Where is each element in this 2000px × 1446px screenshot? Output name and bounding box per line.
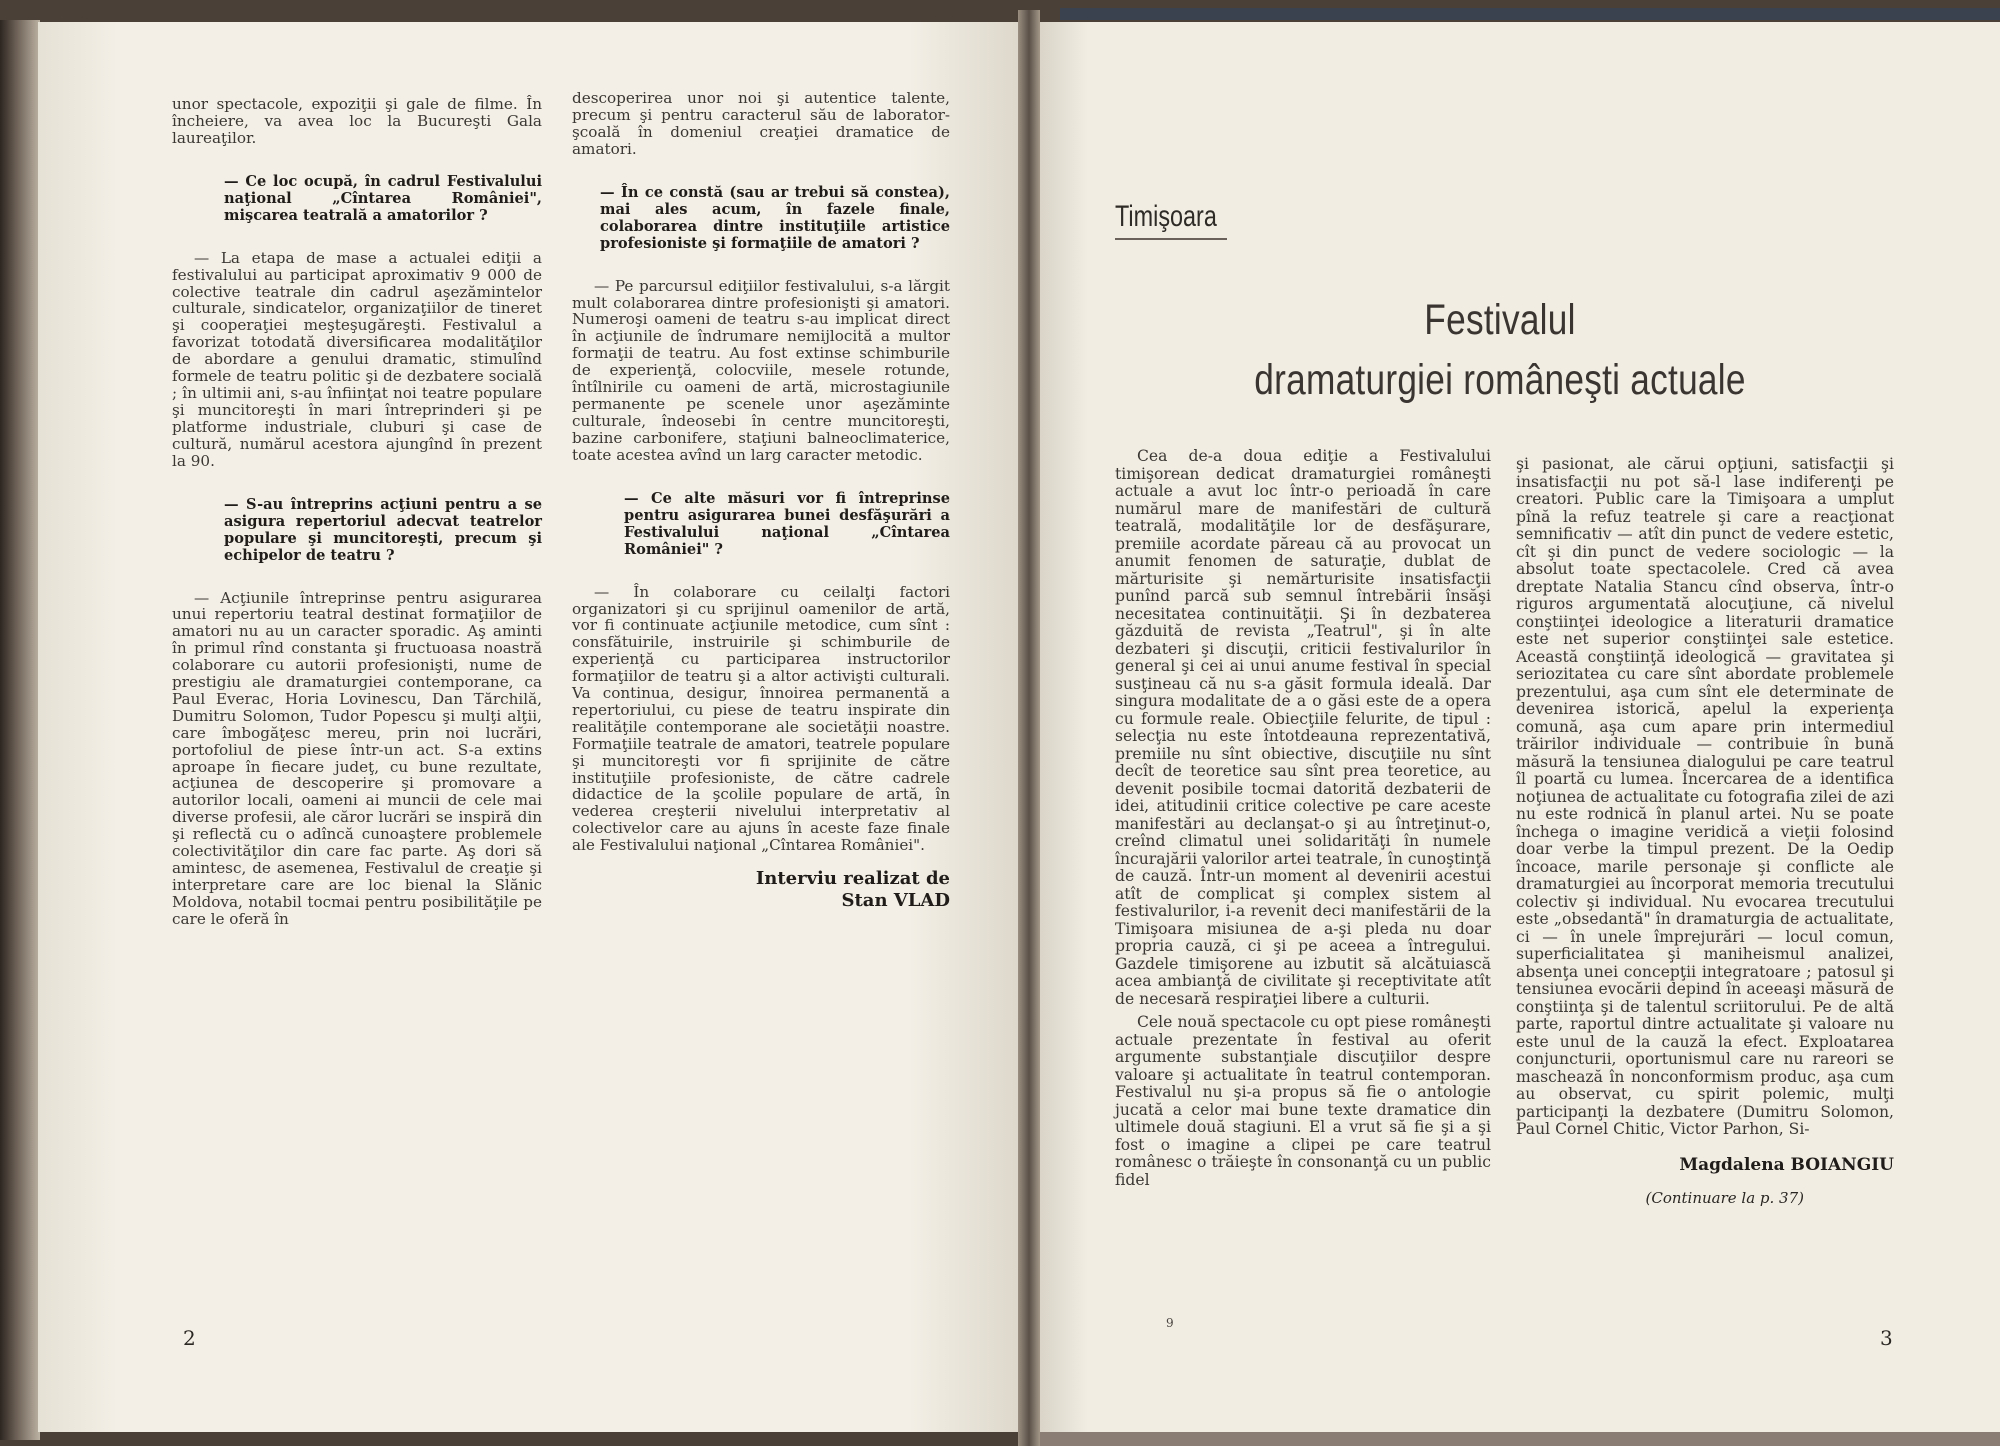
right-page-column-2 bbox=[1516, 456, 1894, 1208]
section-label: Timişoara bbox=[1115, 200, 1217, 233]
page-number-right: 3 bbox=[1880, 1326, 1893, 1350]
interview-question: — Ce loc ocupă, în cadrul Festivalului naţional „Cîntarea României", mişcarea teatrală a amatorilor ? bbox=[224, 172, 542, 224]
section-rule bbox=[1115, 238, 1227, 240]
title-line-1: Festivalul bbox=[1424, 296, 1576, 344]
interview-answer: — Acţiunile întreprinse pentru asigurarea unui repertoriu teatral destinat formaţiilor de amatori nu au un caracter sporadic. Aş aminti în primul rînd constanta şi fructuoasa noastră colaborare cu autorii profesionişti, nume de prestigiu ale dramaturgiei contemporane, ca Paul Everac, Horia Lovinescu, Dan Tărchilă, Dumitru Solomon, Tudor Popescu şi mulţi alţii, care îmbogăţesc mereu, prin noi lucrări, portofoliul de piese într-un act. S-a extins aproape în fiecare judeţ, cu bune rezultate, acţiunea de descoperire şi promovare a autorilor locali, oameni ai muncii de cele mai diverse profesii, ale căror lucrări se inspiră din şi reflectă cu o adîncă cunoaştere problemele colectivităţilor din care fac parte. Aş dori să amintesc, de asemenea, Festivalul de creaţie şi interpretare care are loc bienal la Slănic Moldova, notabil tocmai pentru posibilităţile pe care le oferă în bbox=[172, 588, 542, 928]
paragraph: Cea de-a doua ediţie a Festivalului timişorean dedicat dramaturgiei româneşti actuale a avut loc într-o perioadă în care numărul mare de manifestări de cultură teatrală, modalităţile lor de desfăşurare, premiile acordate păreau că au provocat un anumit fenomen de saturaţie, dublat de mărturisite şi nemărturisite insatisfacţii punînd parcă sub semnul întrebării însăşi necesitatea continuităţii. Şi în dezbaterea găzduită de revista „Teatrul", şi în alte dezbateri şi discuţii, criticii festivalurilor în general şi cei ai unui anume festival în special susţineau că nu s-a găsit formula ideală. Dar singura modalitate de a o găsi este de a opera cu formule reale. Obiecţiile felurite, de tipul : selecţia nu este întotdeauna reprezentativă, premiile nu sînt obiective, discuţiile nu sînt decît de teoretice sau sînt prea teoretice, au devenit posibile tocmai datorită dezbaterii de idei, atitudinii critice colective pe care aceste manifestări au declanşat-o şi au întreţinut-o, creînd climatul unei solidarităţi în numele încurajării valorilor artei teatrale, în cunoştinţă de cauză. Într-un moment al devenirii acestui atît de complicat şi complex sistem al festivalurilor, i-a revenit deci manifestării de la Timişoara misiunea de a-şi pleda nu doar propria cauză, ci şi pe aceea a întregului. Gazdele timişorene au izbutit să alcătuiască acea ambianţă de civilitate şi receptivitate atît de necesară respiraţiei libere a culturii. bbox=[1115, 447, 1491, 1008]
left-page-column-1 bbox=[172, 96, 542, 928]
interview-answer: — Pe parcursul ediţiilor festivalului, s-a lărgit mult colaborarea dintre profesionişti şi amatori. Numeroşi oameni de teatru s-au implicat direct în acţiunile de îndrumare nemijlocită a multor formaţii de teatru. Au fost extinse schimburile de experienţă, colocviile, mesele rotunde, întîlnirile cu oameni de artă, microstagiunile permanente pe scenele unor aşezăminte culturale, îndeosebi în centre muncitoreşti, bazine carbonifere, staţiuni balneoclimaterice, toate acestea avînd un larg caracter metodic. bbox=[572, 276, 950, 464]
continued-note: (Continuare la p. 37) bbox=[1645, 1189, 1804, 1207]
page-number-left: 2 bbox=[183, 1326, 196, 1350]
interview-question: — S-au întreprins acţiuni pentru a se asigura repertoriul adecvat teatrelor populare şi muncitoreşti, precum şi echipelor de teatru ? bbox=[224, 495, 542, 564]
interview-answer: — La etapa de mase a actualei ediţii a festivalului au participat aproximativ 9 000 de colective teatrale din cadrul aşezămintelor culturale, sindicatelor, organizaţiilor de tineret şi cooperaţiei meşteşugăreşti. Festivalul a favorizat totodată diversificarea modalităţilor de abordare a genului dramatic, stimulînd formele de teatru politic şi de dezbatere socială ; în ultimii ani, s-au înfiinţat noi teatre populare şi muncitoreşti în mari întreprinderi şi pe platforme industriale, cluburi şi case de cultură, numărul acestora ajungînd în prezent la 90. bbox=[172, 248, 542, 470]
paragraph: şi pasionat, ale cărui opţiuni, satisfacţii şi insatisfacţii nu pot să-l lase indiferenţi pe creatori. Public care la Timişoara a umplut pînă la refuz teatrele şi care a reacţionat semnificativ — atît din punct de vedere estetic, cît şi din punct de vedere sociologic — la absolut toate spectacolele. Cred că avea dreptate Natalia Stancu cînd observa, într-o riguros argumentată alocuţiune, că nivelul conştiinţei ideologice a literaturii dramatice este net superior conştiinţei sale estetice. Această conştiinţă ideologică — gravitatea şi seriozitatea cu care sînt abordate problemele prezentului, aşa cum sînt ele determinate de devenirea istorică, apelul la experienţa comună, aşa cum apare prin intermediul trăirilor individuale — contribuie în bună măsură la tensiunea dialogului pe care teatrul îl poartă cu lumea. Încercarea de a identifica noţiunea de actualitate cu fotografia zilei de azi nu este rodnică în planul artei. Nu se poate închega o imagine veridică a vieţii folosind doar verbe la timpul prezent. De la Oedip încoace, marile personaje şi conflicte ale dramaturgiei au încorporat memoria trecutului colectiv şi individual. Nu evocarea trecutului este „obsedantă" în dramaturgia de actualitate, ci — în unele împrejurări — locul comun, superficialitatea şi maniheismul analizei, absenţa unei concepţii integratoare ; patosul şi tensiunea evocării depind în aceeaşi măsură de conştiinţa şi de talentul scriitorului. Pe de altă parte, raportul dintre actualitate şi valoare nu este unul de la cauză la efect. Exploatarea conjuncturii, oportunismul care nu rareori se maschează în nonconformism produc, aşa cum au observat, cu spirit polemic, mulţi participanţi la dezbatere (Dumitru Solomon, Paul Cornel Chitic, Victor Parhon, Si- bbox=[1516, 455, 1895, 1138]
interview-question: — Ce alte măsuri vor fi întreprinse pentru asigurarea bunei desfăşurări a Festivalului naţional „Cîntarea României" ? bbox=[624, 489, 950, 558]
interview-signature bbox=[572, 868, 950, 912]
book-gutter bbox=[1018, 10, 1040, 1446]
cover-edge-top bbox=[1060, 8, 2000, 20]
title-line-2: dramaturgiei româneşti actuale bbox=[1254, 356, 1746, 404]
interview-question: — În ce constă (sau ar trebui să constea), mai ales acum, în fazele finale, colaborarea dintre instituţiile artistice profesioniste şi formaţiile de amatori ? bbox=[600, 183, 950, 252]
footer-mark: 9 bbox=[1166, 1316, 1174, 1330]
interview-answer: — În colaborare cu ceilalţi factori organizatori şi cu sprijinul oamenilor de artă, vor fi continuate acţiunile metodice, cum sînt : consfătuirile, instruirile şi schimburile de experienţă cu participarea instructorilor formaţiilor de teatru şi a altor activişti culturali. Va continua, desigur, înnoirea permanentă a repertoriului, cu piese de teatru inspirate din realităţile contemporane ale societăţii noastre. Formaţiile teatrale de amatori, teatrele populare şi muncitoreşti vor fi sprijinite de către instituţiile profesioniste, de către cadrele didactice de la şcolile populare de artă, în vederea creşterii nivelului interpretativ al colectivelor care au ajuns în aceste faze finale ale Festivalului naţional „Cîntarea României". bbox=[572, 582, 950, 855]
signature-line: Interviu realizat de bbox=[755, 868, 950, 890]
paragraph: descoperirea unor noi şi autentice talente, precum şi pentru caracterul său de laborator-şcoală în domeniul creaţiei dramatice de amatori. bbox=[572, 89, 950, 158]
paragraph: Cele nouă spectacole cu opt piese româneşti actuale prezentate în festival au oferit argumente substanţiale discuţiilor despre valoare şi actualitate în teatrul contemporan. Festivalul nu şi-a propus să fie o antologie jucată a celor mai bune texte dramatice din ultimele două stagiuni. El a vrut să fie şi a şi fost o imagine a clipei pe care teatrul românesc o trăieşte în consonanţă cu un public fidel bbox=[1115, 1013, 1491, 1189]
article-title bbox=[1150, 290, 1850, 410]
signature-name: Stan VLAD bbox=[841, 890, 950, 912]
left-page-column-2 bbox=[572, 90, 950, 912]
right-page-column-1 bbox=[1115, 448, 1491, 1189]
paragraph: unor spectacole, expoziţii şi gale de filme. În încheiere, va avea loc la Bucureşti Gala laureaţilor. bbox=[172, 95, 542, 147]
article-author: Magdalena BOIANGIU bbox=[1679, 1154, 1894, 1175]
book-binding-left bbox=[0, 20, 40, 1440]
